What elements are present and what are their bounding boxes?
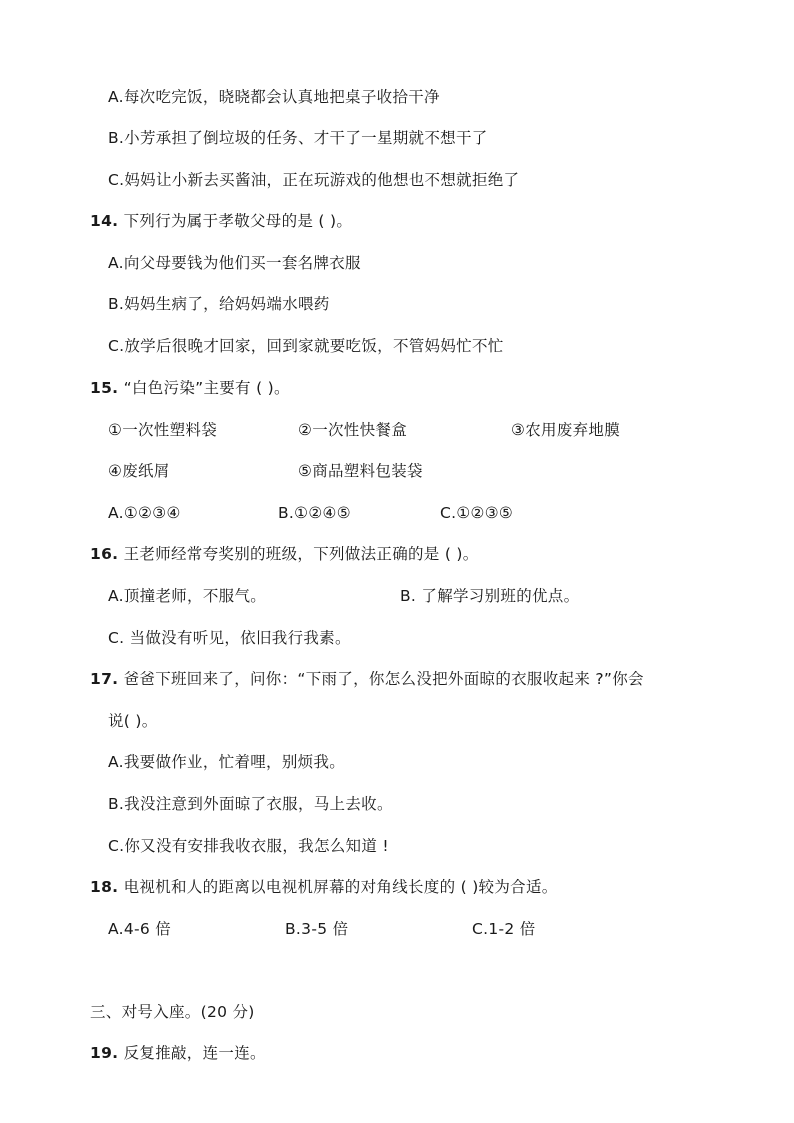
- q15-option-a: A.①②③④: [108, 504, 181, 522]
- q18-option-a: A.4-6 倍: [108, 920, 172, 938]
- q14-option-b: B.妈妈生病了，给妈妈端水喂药: [108, 295, 330, 313]
- q15-item-3: ③农用废弃地膜: [511, 421, 620, 439]
- q17-option-c: C.你又没有安排我收衣服，我怎么知道 !: [108, 837, 389, 855]
- q16-option-b: B. 了解学习别班的优点。: [400, 587, 580, 605]
- q17-number: 17.: [90, 670, 119, 688]
- q14-stem: 下列行为属于孝敬父母的是 ( )。: [123, 212, 353, 230]
- q15-stem-line: [90, 377, 290, 399]
- q14-option-a: A.向父母要钱为他们买一套名牌衣服: [108, 254, 361, 272]
- q15-item-5: ⑤商品塑料包装袋: [298, 462, 423, 480]
- q16-stem-line: [90, 543, 479, 565]
- q15-option-b: B.①②④⑤: [278, 504, 351, 522]
- q16-option-a: A.顶撞老师，不服气。: [108, 587, 267, 605]
- q14-number: 14.: [90, 212, 119, 230]
- q15-item-1: ①一次性塑料袋: [108, 421, 217, 439]
- q17-stem-1: 爸爸下班回来了，问你：“下雨了，你怎么没把外面晾的衣服收起来 ?”你会: [123, 670, 644, 688]
- q17-stem-line2: 说( )。: [108, 712, 158, 730]
- q18-number: 18.: [90, 878, 119, 896]
- q13-option-b: B.小芳承担了倒垃圾的任务、才干了一星期就不想干了: [108, 129, 488, 147]
- q19-stem-line: [90, 1042, 266, 1064]
- q15-item-4: ④废纸屑: [108, 462, 170, 480]
- q18-option-b: B.3-5 倍: [285, 920, 349, 938]
- q19-number: 19.: [90, 1044, 119, 1062]
- q17-option-a: A.我要做作业，忙着哩，别烦我。: [108, 753, 346, 771]
- q13-option-a: A.每次吃完饭，晓晓都会认真地把桌子收拾干净: [108, 88, 440, 106]
- q15-option-c: C.①②③⑤: [440, 504, 514, 522]
- q16-stem: 王老师经常夸奖别的班级，下列做法正确的是 ( )。: [123, 545, 479, 563]
- q13-option-c: C.妈妈让小新去买酱油，正在玩游戏的他想也不想就拒绝了: [108, 171, 520, 189]
- section-3-title: 三、对号入座。(20 分): [90, 1003, 255, 1021]
- q18-stem: 电视机和人的距离以电视机屏幕的对角线长度的 ( )较为合适。: [123, 878, 558, 896]
- q17-option-b: B.我没注意到外面晾了衣服，马上去收。: [108, 795, 393, 813]
- q14-stem-line: [90, 210, 352, 232]
- q18-option-c: C.1-2 倍: [472, 920, 536, 938]
- q16-option-c: C. 当做没有听见，依旧我行我素。: [108, 629, 351, 647]
- q17-stem-line1: [90, 668, 644, 690]
- q14-option-c: C.放学后很晚才回家，回到家就要吃饭，不管妈妈忙不忙: [108, 337, 504, 355]
- q16-number: 16.: [90, 545, 119, 563]
- q15-number: 15.: [90, 379, 119, 397]
- q15-item-2: ②一次性快餐盒: [298, 421, 407, 439]
- q19-stem: 反复推敲，连一连。: [123, 1044, 266, 1062]
- q18-stem-line: [90, 876, 558, 898]
- q15-stem: “白色污染”主要有 ( )。: [123, 379, 290, 397]
